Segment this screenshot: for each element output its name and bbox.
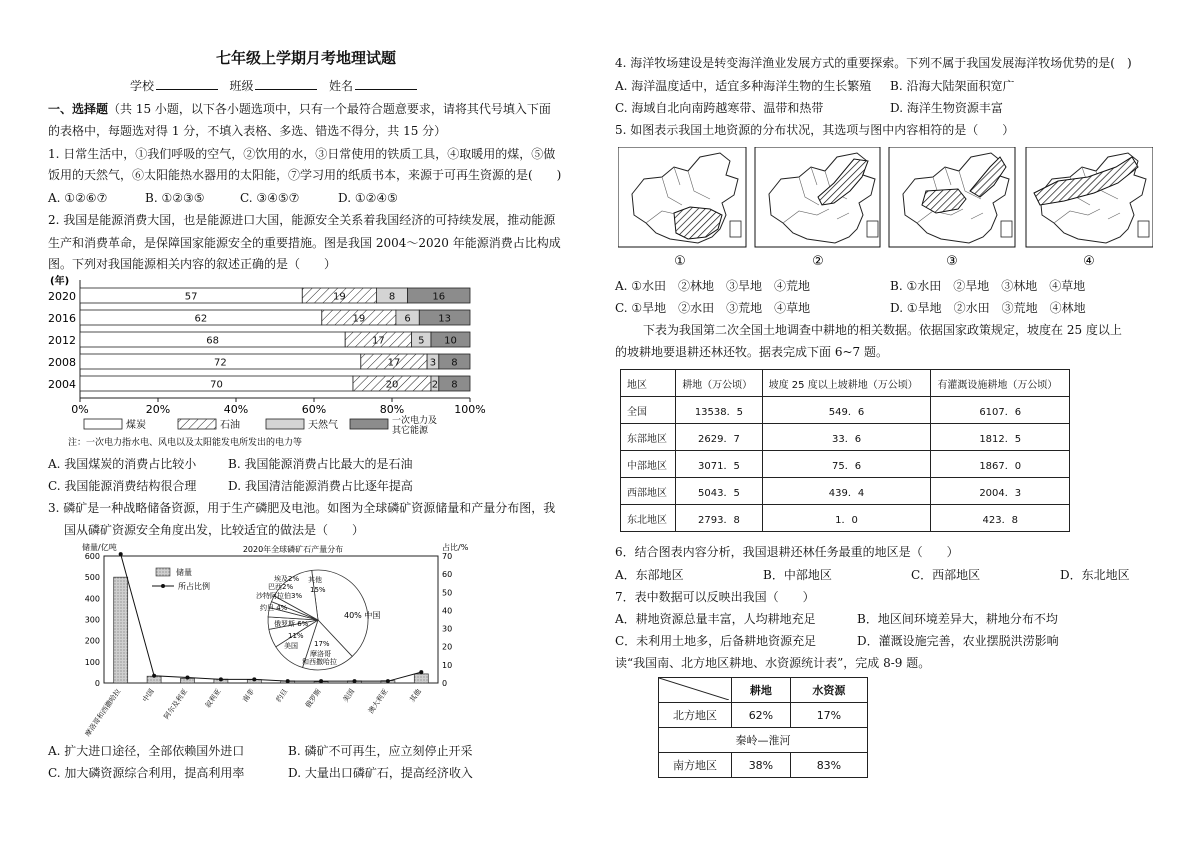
legend-label-reserve: 储量: [176, 568, 192, 577]
data-label: 8: [451, 379, 458, 391]
q5-option-d[interactable]: D. ①旱地 ②水田 ③荒地 ④林地: [890, 301, 1086, 315]
q2-option-d[interactable]: D. 我国清洁能源消费占比逐年提高: [228, 479, 413, 493]
data-label: 57: [184, 291, 198, 303]
legend-label: 石油: [220, 420, 240, 431]
table-row: [621, 478, 1070, 505]
right-tick-label: 0: [442, 679, 448, 688]
info-line: [130, 77, 417, 94]
data-label: 72: [214, 357, 227, 369]
q1-stem-line1: 1. 日常生活中，①我们呼吸的空气，②饮用的水，③日常使用的铁质工具，④取暖用的煤，⑤做: [48, 147, 556, 161]
legend-label-share: 所占比例: [178, 582, 210, 591]
q5-stem: 5. 如图表示我国土地资源的分布状况，其选项与图中内容相符的是（ ）: [615, 123, 1015, 137]
right-tick-label: 40: [442, 606, 453, 616]
q4-option-a[interactable]: A. 海洋温度适中，适宜多种海洋生物的生长繁殖: [615, 79, 872, 93]
table-cell: 6107．6: [931, 397, 1070, 424]
q6-option-a[interactable]: A．东部地区: [615, 568, 684, 582]
q3-option-c[interactable]: C. 加大磷资源综合利用，提高利用率: [48, 766, 245, 780]
row-header-south: 南方地区: [659, 753, 732, 778]
q6-stem: 6．结合图表内容分析，我国退耕还林任务最重的地区是（ ）: [615, 545, 959, 559]
q7-option-d[interactable]: D．灌溉设施完善，农业摆脱洪涝影响: [857, 634, 1059, 648]
right-tick-label: 70: [442, 552, 453, 561]
table-cell: 13538．5: [676, 397, 762, 424]
left-tick-label: 400: [84, 594, 100, 604]
q2-stem-line3: 图。下列对我国能源相关内容的叙述正确的是（ ）: [48, 257, 337, 271]
table-header-row: [621, 370, 1070, 397]
q4-option-b[interactable]: B. 沿海大陆架面积宽广: [890, 79, 1015, 93]
data-label: 10: [444, 335, 457, 347]
pie-label-brazil: 巴西2%: [268, 583, 294, 591]
q2-option-b[interactable]: B. 我国能源消费占比最大的是石油: [228, 457, 413, 471]
name-label: 姓名: [328, 79, 353, 93]
table-cell: 2629．7: [676, 424, 762, 451]
y-tick-label: 2020: [48, 290, 76, 303]
pie-label-morocco-pct: 17%: [314, 640, 330, 648]
pie-label-morocco2: 和西撒哈拉: [302, 658, 337, 666]
q2-option-c[interactable]: C. 我国能源消费结构很合理: [48, 479, 197, 493]
table-header: 坡度 25 度以上坡耕地（万公顷）: [762, 370, 931, 397]
north-land-cell: 62%: [732, 703, 791, 728]
q6-option-b[interactable]: B．中部地区: [763, 568, 832, 582]
table-cell: 西部地区: [621, 478, 676, 505]
x-tick-label: 其他: [408, 687, 423, 704]
left-axis-label: 储量/亿吨: [82, 543, 117, 552]
data-label: 8: [451, 357, 458, 369]
legend-point-share: [161, 584, 165, 588]
q5-option-a[interactable]: A. ①水田 ②林地 ③旱地 ④荒地: [615, 279, 811, 293]
energy-consumption-chart: [48, 272, 488, 454]
legend-swatch: [178, 419, 216, 429]
share-point: [119, 552, 123, 556]
section-label: 一、选择题: [48, 102, 109, 116]
legend-swatch: [350, 419, 388, 429]
q2-stem-line2: 生产和消费革命，是保障国家能源安全的重要措施。图是我国 2004～2020 年能源消费占比构成: [48, 236, 561, 250]
data-label: 16: [432, 291, 446, 303]
q3-stem-line1: 3. 磷矿是一种战略储备资源，用于生产磷肥及电池。如图为全球磷矿资源储量和产量分布图，我: [48, 501, 556, 515]
class-label: 班级: [229, 79, 254, 93]
map-3: [889, 147, 1015, 247]
table-row: [621, 397, 1070, 424]
q1-option-c[interactable]: C. ③④⑤⑦: [240, 191, 300, 205]
x-tick-label: 60%: [301, 403, 327, 416]
legend-label: 煤炭: [126, 420, 146, 431]
left-tick-label: 300: [84, 615, 100, 625]
table-cell: 5043．5: [676, 478, 762, 505]
land-resource-maps: [618, 147, 1153, 272]
table-cell: 423．8: [931, 505, 1070, 532]
share-point: [219, 677, 223, 681]
q1-option-b[interactable]: B. ①②③⑤: [145, 191, 205, 205]
x-tick-label: 中国: [141, 687, 156, 704]
left-tick-label: 0: [94, 679, 100, 688]
section-intro-line2: 的表格中，每题选对得 1 分，不填入表格、多选、错选不得分，共 15 分）: [48, 124, 447, 138]
table-cell: 75．6: [762, 451, 931, 478]
data-label: 3: [429, 357, 437, 369]
page-title: 七年级上学期月考地理试题: [216, 49, 397, 67]
share-point: [319, 679, 323, 683]
share-point: [286, 679, 290, 683]
x-tick-label: 80%: [379, 403, 405, 416]
right-tick-label: 50: [442, 588, 453, 598]
legend-swatch: [84, 419, 122, 429]
q7-option-b[interactable]: B．地区间环境差异大，耕地分布不均: [857, 612, 1058, 626]
q7-option-a[interactable]: A．耕地资源总量丰富，人均耕地充足: [615, 612, 816, 626]
pie-label-egypt: 埃及2%: [274, 575, 300, 583]
data-label: 70: [210, 379, 223, 391]
data-label: 68: [206, 335, 219, 347]
q3-option-d[interactable]: D. 大量出口磷矿石，提高经济收入: [288, 766, 473, 780]
qinling-huaihe-divider: 秦岭—淮河: [659, 728, 868, 753]
pie-label-saudi: 沙特阿拉伯3%: [256, 592, 303, 600]
x-tick-label: 摩洛哥和西撒哈拉: [83, 687, 123, 738]
x-tick-label: 叙利亚: [203, 687, 223, 710]
q3-option-b[interactable]: B. 磷矿不可再生，应立刻停止开采: [288, 744, 473, 758]
name-blank[interactable]: [355, 77, 417, 90]
right-tick-label: 60: [442, 570, 453, 580]
passage-line1: 下表为我国第二次全国土地调查中耕地的相关数据。依据国家政策规定，坡度在 25 度以上: [643, 323, 1122, 337]
q3-option-a[interactable]: A. 扩大进口途径，全部依赖国外进口: [48, 744, 245, 758]
data-label: 13: [438, 313, 452, 325]
table-cell: 3071．5: [676, 451, 762, 478]
pie-label-usa-pct: 11%: [288, 632, 304, 640]
school-blank[interactable]: [156, 77, 218, 90]
map-2: [755, 147, 880, 247]
x-tick-label: 0%: [71, 403, 89, 416]
table-cell: 中部地区: [621, 451, 676, 478]
table-row: [621, 451, 1070, 478]
left-tick-label: 100: [84, 657, 100, 667]
share-point: [386, 679, 390, 683]
right-tick-label: 20: [442, 642, 453, 652]
data-label: 2: [431, 379, 439, 391]
north-water-cell: 17%: [790, 703, 867, 728]
data-label: 20: [385, 379, 399, 391]
pie-label-jordan: 约旦 4%: [260, 604, 288, 612]
legend-label: 其它能源: [392, 426, 429, 436]
data-label: 17: [387, 357, 401, 369]
q3-stem-line2: 国从磷矿资源安全角度出发，比较适宜的做法是（ ）: [64, 523, 365, 537]
data-label: 5: [418, 335, 425, 347]
x-tick-label: 20%: [145, 403, 171, 416]
data-label: 8: [388, 291, 396, 303]
data-label: 19: [352, 313, 366, 325]
map-label-4: ④: [1083, 254, 1095, 269]
map-1: [618, 147, 746, 247]
col-header-water: 水资源: [790, 678, 867, 703]
table-cell: 549．6: [762, 397, 931, 424]
y-tick-label: 2016: [48, 312, 76, 325]
inset-title: 2020年全球磷矿石产量分布: [242, 545, 344, 554]
phosphate-chart: [48, 538, 468, 738]
section-intro: [48, 101, 551, 117]
map-label-2: ②: [812, 254, 824, 269]
row-header-north: 北方地区: [659, 703, 732, 728]
share-point: [186, 676, 190, 680]
x-tick-label: 100%: [454, 403, 486, 416]
chart-note: 注：一次电力指水电、风电以及太阳能发电所发出的电力等: [68, 438, 303, 448]
y-axis-label: (年): [50, 276, 70, 287]
x-tick-label: 澳大利亚: [366, 687, 390, 716]
table-row: [621, 424, 1070, 451]
x-tick-label: 阿尔及利亚: [162, 687, 190, 721]
pie-label-morocco: 摩洛哥: [310, 650, 331, 658]
right-tick-label: 10: [442, 660, 453, 670]
map-label-3: ③: [946, 254, 958, 269]
y-tick-label: 2012: [48, 334, 76, 347]
class-blank[interactable]: [255, 77, 317, 90]
table-cell: 1812．5: [931, 424, 1070, 451]
left-tick-label: 500: [84, 573, 100, 583]
table-cell: 33．6: [762, 424, 931, 451]
reserve-bar: [414, 674, 428, 683]
left-tick-label: 200: [84, 636, 100, 646]
share-point: [419, 670, 423, 674]
legend-label: 一次电力及: [392, 416, 438, 426]
legend-swatch-reserve: [156, 568, 170, 576]
q5-option-b[interactable]: B. ①水田 ②旱地 ③林地 ④草地: [890, 279, 1086, 293]
q2-option-a[interactable]: A. 我国煤炭的消费占比较小: [48, 457, 197, 471]
q4-stem: 4. 海洋牧场建设是转变海洋渔业发展方式的重要探索。下列不属于我国发展海洋牧场优势的是( ): [615, 56, 1132, 70]
y-tick-label: 2004: [48, 378, 76, 391]
table-header: 耕地（万公顷）: [676, 370, 762, 397]
table-cell: 2004．3: [931, 478, 1070, 505]
table-header: 地区: [621, 370, 676, 397]
q6-option-c[interactable]: C．西部地区: [911, 568, 981, 582]
south-land-cell: 38%: [732, 753, 791, 778]
share-point: [252, 677, 256, 681]
left-tick-label: 600: [84, 552, 100, 561]
q1-option-d[interactable]: D. ①②④⑤: [338, 191, 398, 205]
q1-stem-line2: 饭用的天然气，⑥太阳能热水器用的太阳能，⑦学习用的纸质书本，来源于可再生资源的是( ): [48, 168, 562, 182]
pie-label-china: 40% 中国: [344, 611, 381, 620]
share-point: [152, 674, 156, 678]
q1-option-a[interactable]: A. ①②⑥⑦: [48, 191, 108, 205]
pie-label-other-pct: 15%: [310, 586, 326, 594]
map-label-1: ①: [674, 254, 686, 269]
y-tick-label: 2008: [48, 356, 76, 369]
data-label: 17: [371, 335, 385, 347]
table-cell: 2793．8: [676, 505, 762, 532]
x-tick-label: 美国: [341, 687, 357, 704]
reserve-bar: [114, 577, 128, 683]
q2-stem-line1: 2. 我国是能源消费大国，也是能源进口大国，能源安全关系着我国经济的可持续发展，推动能源: [48, 213, 556, 227]
q4-option-c[interactable]: C. 海域自北向南跨越寒带、温带和热带: [615, 101, 824, 115]
q7-stem: 7．表中数据可以反映出我国（ ）: [615, 590, 815, 604]
q5-option-c[interactable]: C. ①旱地 ②水田 ③荒地 ④草地: [615, 301, 811, 315]
pie-label-russia: 俄罗斯 6%: [274, 620, 309, 628]
pie-label-usa: 美国: [284, 642, 298, 650]
section-intro-line1: （共 15 小题，以下各小题选项中，只有一个最符合题意要求，请将其代号填入下面: [108, 102, 551, 116]
x-tick-label: 南非: [241, 687, 256, 704]
q89-stem: 读“我国南、北方地区耕地、水资源统计表”，完成 8-9 题。: [615, 656, 931, 670]
pie-label-other: 其他: [308, 576, 322, 584]
col-header-land: 耕地: [732, 678, 791, 703]
land-survey-table: [620, 369, 1070, 532]
table-cell: 东北地区: [621, 505, 676, 532]
school-label: 学校: [130, 79, 155, 93]
q6-option-d[interactable]: D．东北地区: [1060, 568, 1130, 582]
table-cell: 全国: [621, 397, 676, 424]
legend-swatch: [266, 419, 304, 429]
share-point: [353, 679, 357, 683]
data-label: 6: [404, 313, 411, 325]
legend-label: 天然气: [308, 420, 338, 431]
table-header: 有灌溉设施耕地（万公顷）: [931, 370, 1070, 397]
x-tick-label: 约旦: [274, 687, 290, 704]
x-tick-label: 40%: [223, 403, 249, 416]
passage-line2: 的坡耕地要退耕还林还牧。据表完成下面 6~7 题。: [615, 345, 888, 359]
table-row: [621, 505, 1070, 532]
diagonal-line: [659, 678, 729, 700]
table-cell: 1．0: [762, 505, 931, 532]
diagonal-cell: [659, 678, 732, 703]
right-tick-label: 30: [442, 624, 453, 634]
south-water-cell: 83%: [790, 753, 867, 778]
data-label: 19: [332, 291, 346, 303]
q4-option-d[interactable]: D. 海洋生物资源丰富: [890, 101, 1003, 115]
table-cell: 东部地区: [621, 424, 676, 451]
map-4: [1026, 147, 1153, 247]
right-axis-label: 占比/%: [442, 543, 468, 552]
table-cell: 1867．0: [931, 451, 1070, 478]
data-label: 62: [194, 313, 208, 325]
x-tick-label: 俄罗斯: [304, 687, 323, 710]
table-cell: 439．4: [762, 478, 931, 505]
q7-option-c[interactable]: C．未利用土地多，后备耕地资源充足: [615, 634, 817, 648]
north-south-table: [658, 677, 868, 778]
